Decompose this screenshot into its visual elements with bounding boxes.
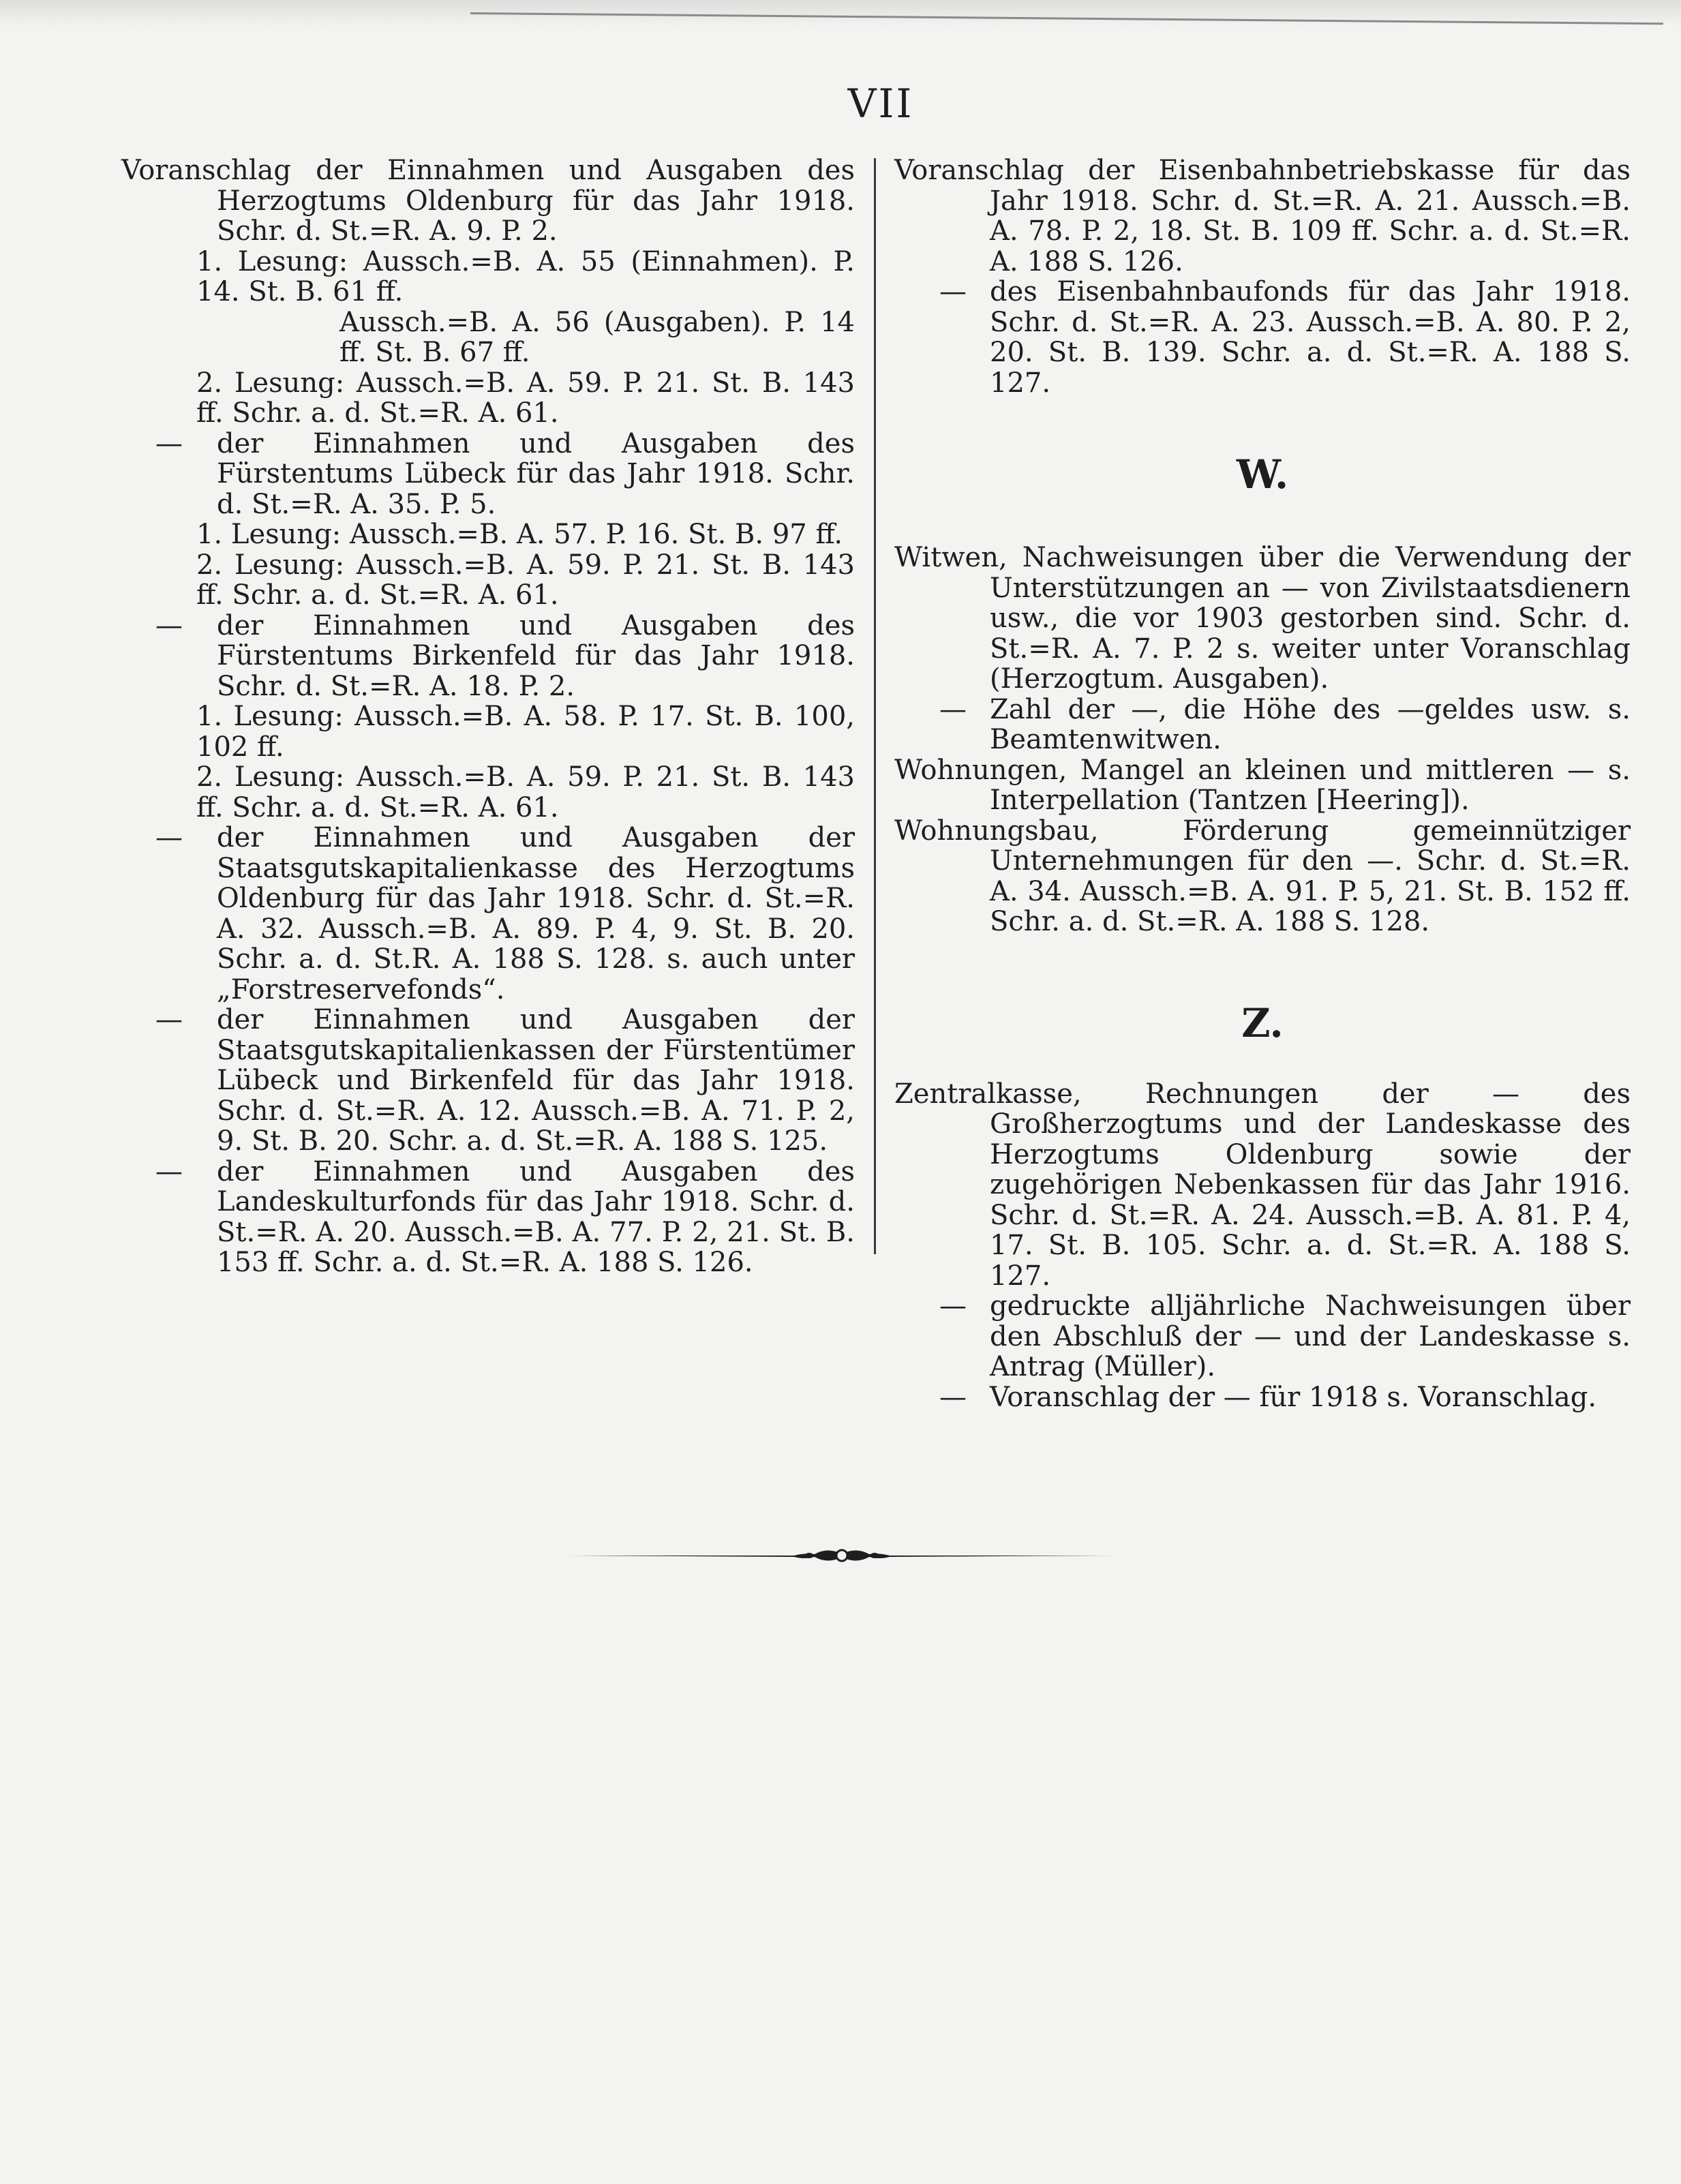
entry-text: der Einnahmen und Ausgaben des Fürstentums Birkenfeld für das Jahr 1918. Schr. d. St.=R. A. 18. P. 2.	[217, 609, 855, 702]
dash-mark: —	[939, 1290, 967, 1322]
entry-text: gedruckte alljährliche Nachweisungen über den Abschluß der — und der Landeskasse s. Antrag (Müller).	[990, 1290, 1631, 1382]
dash-entry	[894, 1291, 1631, 1382]
dash-mark: —	[155, 609, 183, 641]
entry-text: der Einnahmen und Ausgaben des Fürstentums Lübeck für das Jahr 1918. Schr. d. St.=R. A. 35. P. 5.	[217, 427, 855, 520]
entry: Voranschlag der Einnahmen und Ausgaben des Herzogtums Oldenburg für das Jahr 1918. Schr. d. St.=R. A. 9. P. 2.	[121, 155, 855, 247]
right-column	[894, 155, 1631, 1412]
left-column	[121, 155, 855, 1278]
dash-entry	[121, 611, 855, 702]
entry-text: Zahl der —, die Höhe des —geldes usw. s. Beamtenwitwen.	[990, 693, 1631, 755]
column-divider	[874, 158, 876, 1254]
page-edge	[0, 0, 1681, 61]
dash-entry	[894, 1382, 1631, 1413]
section-letter-z: Z.	[1241, 999, 1284, 1046]
entry: Wohnungsbau, Förderung gemeinnütziger Unternehmungen für den —. Schr. d. St.=R. A. 34. Aussch.=B. A. 91. P. 5, 21. St. B. 152 ff. Schr. a. d. St.=R. A. 188 S. 128.	[894, 815, 1631, 937]
closing-ornament-icon	[569, 1537, 1115, 1571]
dash-mark: —	[939, 276, 967, 307]
dash-mark: —	[155, 1155, 183, 1187]
dash-mark: —	[939, 693, 967, 725]
dash-mark: —	[155, 822, 183, 853]
dash-mark: —	[939, 1381, 967, 1413]
dash-entry	[894, 695, 1631, 755]
entry: Wohnungen, Mangel an kleinen und mittleren — s. Interpellation (Tantzen [Heering]).	[894, 754, 1631, 816]
sub-entry: Aussch.=B. A. 56 (Ausgaben). P. 14 ff. St. B. 67 ff.	[339, 306, 855, 368]
dash-entry	[121, 1157, 855, 1278]
entry: Zentralkasse, Rechnungen der — des Großherzogtums und der Landeskasse des Herzogtums Oldenburg sowie der zugehörigen Nebenkassen für das Jahr 1916. Schr. d. St.=R. A. 24. Aussch.=B. A. 81. P. 4, 17. St. B. 105. Schr. a. d. St.=R. A. 188 S. 127.	[894, 1078, 1631, 1292]
sub-entry: 1. Lesung: Aussch.=B. A. 58. P. 17. St. B. 100, 102 ff.	[196, 701, 855, 763]
sub-entry: 2. Lesung: Aussch.=B. A. 59. P. 21. St. B. 143 ff. Schr. a. d. St.=R. A. 61.	[196, 761, 855, 823]
entry: Witwen, Nachweisungen über die Verwendung der Unterstützungen an — von Zivilstaatsdienern usw., die vor 1903 gestorben sind. Schr. d. St.=R. A. 7. P. 2 s. weiter unter Voranschlag (Herzogtum. Ausgaben).	[894, 542, 1631, 695]
dash-entry	[894, 277, 1631, 398]
entry-text: Voranschlag der — für 1918 s. Voranschlag.	[990, 1381, 1597, 1413]
entry: Voranschlag der Eisenbahnbetriebskasse für das Jahr 1918. Schr. d. St.=R. A. 21. Aussch.=B. A. 78. P. 2, 18. St. B. 109 ff. Schr. a. d. St.=R. A. 188 S. 126.	[894, 155, 1631, 277]
dash-entry	[121, 429, 855, 520]
page-number: VII	[847, 80, 914, 127]
sub-entry: 2. Lesung: Aussch.=B. A. 59. P. 21. St. B. 143 ff. Schr. a. d. St.=R. A. 61.	[196, 549, 855, 611]
sub-entry: 2. Lesung: Aussch.=B. A. 59. P. 21. St. B. 143 ff. Schr. a. d. St.=R. A. 61.	[196, 367, 855, 429]
sub-entry: 1. Lesung: Aussch.=B. A. 57. P. 16. St. B. 97 ff.	[196, 519, 843, 550]
dash-entry	[121, 823, 855, 1005]
entry-text: der Einnahmen und Ausgaben des Landeskulturfonds für das Jahr 1918. Schr. d. St.=R. A. 20. Aussch.=B. A. 77. P. 2, 21. St. B. 153 ff. Schr. a. d. St.=R. A. 188 S. 126.	[217, 1155, 855, 1278]
dash-entry	[121, 1005, 855, 1157]
entry-text: der Einnahmen und Ausgaben der Staatsgutskapitalienkassen der Fürstentümer Lübeck und Birkenfeld für das Jahr 1918. Schr. d. St.=R. A. 12. Aussch.=B. A. 71. P. 2, 9. St. B. 20. Schr. a. d. St.=R. A. 188 S. 125.	[217, 1004, 855, 1157]
entry-text: der Einnahmen und Ausgaben der Staatsgutskapitalienkasse des Herzogtums Oldenburg für das Jahr 1918. Schr. d. St.=R. A. 32. Aussch.=B. A. 89. P. 4, 9. St. B. 20. Schr. a. d. St.R. A. 188 S. 128. s. auch unter „Forstreservefonds“.	[217, 822, 855, 1005]
entry-text: des Eisenbahnbaufonds für das Jahr 1918. Schr. d. St.=R. A. 23. Aussch.=B. A. 80. P. 2, 20. St. B. 139. Schr. a. d. St.=R. A. 188 S. 127.	[990, 276, 1631, 399]
section-letter-w: W.	[1236, 451, 1289, 498]
sub-entry: 1. Lesung: Aussch.=B. A. 55 (Einnahmen). P. 14. St. B. 61 ff.	[196, 245, 855, 307]
dash-mark: —	[155, 427, 183, 459]
dash-mark: —	[155, 1004, 183, 1035]
